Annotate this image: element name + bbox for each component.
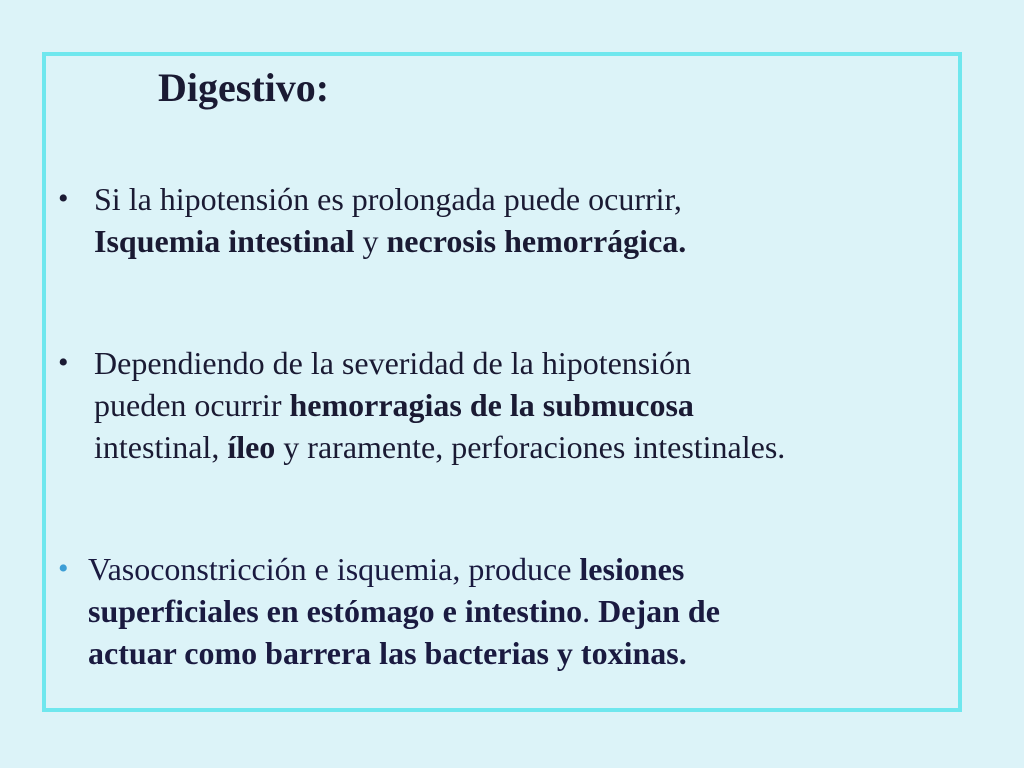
- text-run: intestinal,: [94, 429, 228, 465]
- bold-text-run: superficiales en estómago e intestino: [88, 593, 583, 629]
- bullet-line: [94, 384, 948, 426]
- bold-text-run: actuar como barrera las bacterias y toxinas.: [88, 635, 687, 671]
- bullet-item-1: [58, 178, 948, 262]
- bullet-text: [88, 548, 948, 674]
- text-run: y raramente, perforaciones intestinales.: [275, 429, 786, 465]
- bullet-item-2: [58, 342, 948, 468]
- text-run: Dependiendo de la severidad de la hipotensión: [94, 345, 692, 381]
- bold-text-run: necrosis hemorrágica.: [386, 223, 687, 259]
- bold-text-run: íleo: [227, 429, 276, 465]
- text-run: .: [582, 593, 599, 629]
- bold-text-run: Dejan de: [598, 593, 720, 629]
- bullet-line: [88, 548, 948, 590]
- bullet-marker: •: [58, 182, 69, 215]
- bullet-marker: •: [58, 552, 69, 585]
- text-run: Si la hipotensión es prolongada puede ocurrir,: [94, 181, 682, 217]
- bullet-line: [94, 220, 948, 262]
- bold-text-run: lesiones: [579, 551, 685, 587]
- bullet-line: [88, 590, 948, 632]
- bold-text-run: hemorragias de la submucosa: [289, 387, 694, 423]
- text-run: y: [354, 223, 387, 259]
- slide-title: Digestivo:: [158, 65, 330, 110]
- bold-text-run: Isquemia intestinal: [94, 223, 355, 259]
- bullet-text: [94, 342, 948, 468]
- text-run: Vasoconstricción e isquemia, produce: [88, 551, 580, 587]
- bullet-text: [94, 178, 948, 262]
- bullet-line: [94, 426, 948, 468]
- bullet-marker: •: [58, 346, 69, 379]
- bullet-item-3: [58, 548, 948, 674]
- text-run: pueden ocurrir: [94, 387, 290, 423]
- bullet-line: [88, 632, 948, 674]
- bullet-line: [94, 178, 948, 220]
- bullet-line: [94, 342, 948, 384]
